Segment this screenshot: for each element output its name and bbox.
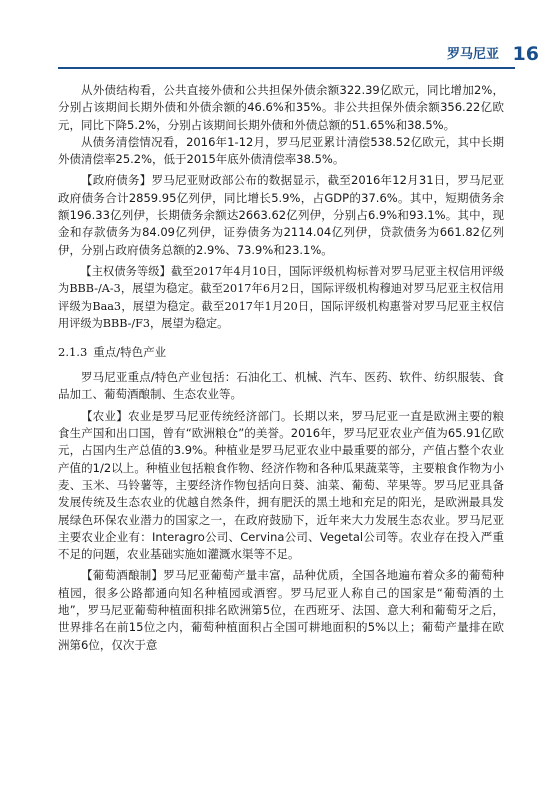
page-header <box>58 44 559 74</box>
section-title: 重点/特色产业 <box>93 345 167 360</box>
paragraph-wine-making: 【葡萄酒酿制】罗马尼亚葡萄产量丰富，品种优质，全国各地遍布着众多的葡萄种植园，很多公路都通向知名种植园或酒窖。罗马尼亚人称自己的国家是“葡萄酒的土地”，罗马尼亚葡萄种植面积排名欧洲第5位，在西班牙、法国、意大利和葡萄牙之后，世界排名在前15位之内，葡萄种植面积占全国可耕地面积的5%以上；葡萄产量排在欧洲第6位，仅次于意 <box>58 568 504 652</box>
section-number: 2.1.3 <box>58 345 88 360</box>
page-number: 16 <box>512 43 539 65</box>
document-body <box>58 82 504 658</box>
paragraph-key-industries: 罗马尼亚重点/特色产业包括：石油化工、机械、汽车、医药、软件、纺织服装、食品加工、葡萄酒酿制、生态农业等。 <box>58 370 504 402</box>
header-country-title: 罗马尼亚 <box>446 47 499 62</box>
paragraph-debt-repayment: 从债务清偿情况看，2016年1-12月，罗马尼亚累计清偿538.52亿欧元，其中长期外债清偿率25.2%，低于2015年底外债清偿率38.5%。 <box>58 134 504 167</box>
section-heading <box>58 344 504 361</box>
paragraph-agriculture: 【农业】农业是罗马尼亚传统经济部门。长期以来，罗马尼亚一直是欧洲主要的粮食生产国和出口国，曾有“欧洲粮仓”的美誉。2016年，罗马尼亚农业产值为65.91亿欧元，占国内生产总值的3.9%。种植业是罗马尼亚农业中最重要的部分，产值占整个农业产值的1/2以上。种植业包括粮食作物、经济作物和各种瓜果蔬菜等，主要粮食作物为小麦、玉米、马铃薯等，主要经济作物包括向日葵、油菜、葡萄、苹果等。罗马尼亚具备发展传统及生态农业的优越自然条件，拥有肥沃的黑土地和充足的阳光，是欧洲最具发展绿色环保农业潜力的国家之一，在政府鼓励下，近年来大力发展生态农业。罗马尼亚主要农业企业有：Interagro公司、Cervina公司、Vegetal公司等。农业存在投入严重不足的问题，农业基础实施如灌溉水渠等不足。 <box>58 408 504 562</box>
paragraph-external-debt-structure: 从外债结构看，公共直接外债和公共担保外债余额322.39亿欧元，同比增加2%，分别占该期间长期外债和外债余额的46.6%和35%。非公共担保外债余额356.22亿欧元，同比下降5.2%，分别占该期间长期外债和外债总额的51.65%和38.5%。 <box>58 83 504 132</box>
header-divider <box>58 67 515 69</box>
paragraph-government-debt: 【政府债务】罗马尼亚财政部公布的数据显示，截至2016年12月31日，罗马尼亚政府债务合计2859.95亿列伊，同比增长5.9%，占GDP的37.6%。其中，短期债务余额196.33亿列伊，长期债务余额达2663.62亿列伊，分别占6.9%和93.1%。其中，现金和存款债务为84.09亿列伊，证券债务为2114.04亿列伊，贷款债务为661.82亿列伊，分别占政府债务总额的2.9%、73.9%和23.1%。 <box>58 173 504 257</box>
paragraph-sovereign-rating: 【主权债务等级】截至2017年4月10日，国际评级机构标普对罗马尼亚主权信用评级为BBB-/A-3，展望为稳定。截至2017年6月2日，国际评级机构穆迪对罗马尼亚主权信用评级为Baa3，展望为稳定。截至2017年1月20日，国际评级机构惠誉对罗马尼亚主权信用评级为BBB-/F3，展望为稳定。 <box>58 264 504 330</box>
